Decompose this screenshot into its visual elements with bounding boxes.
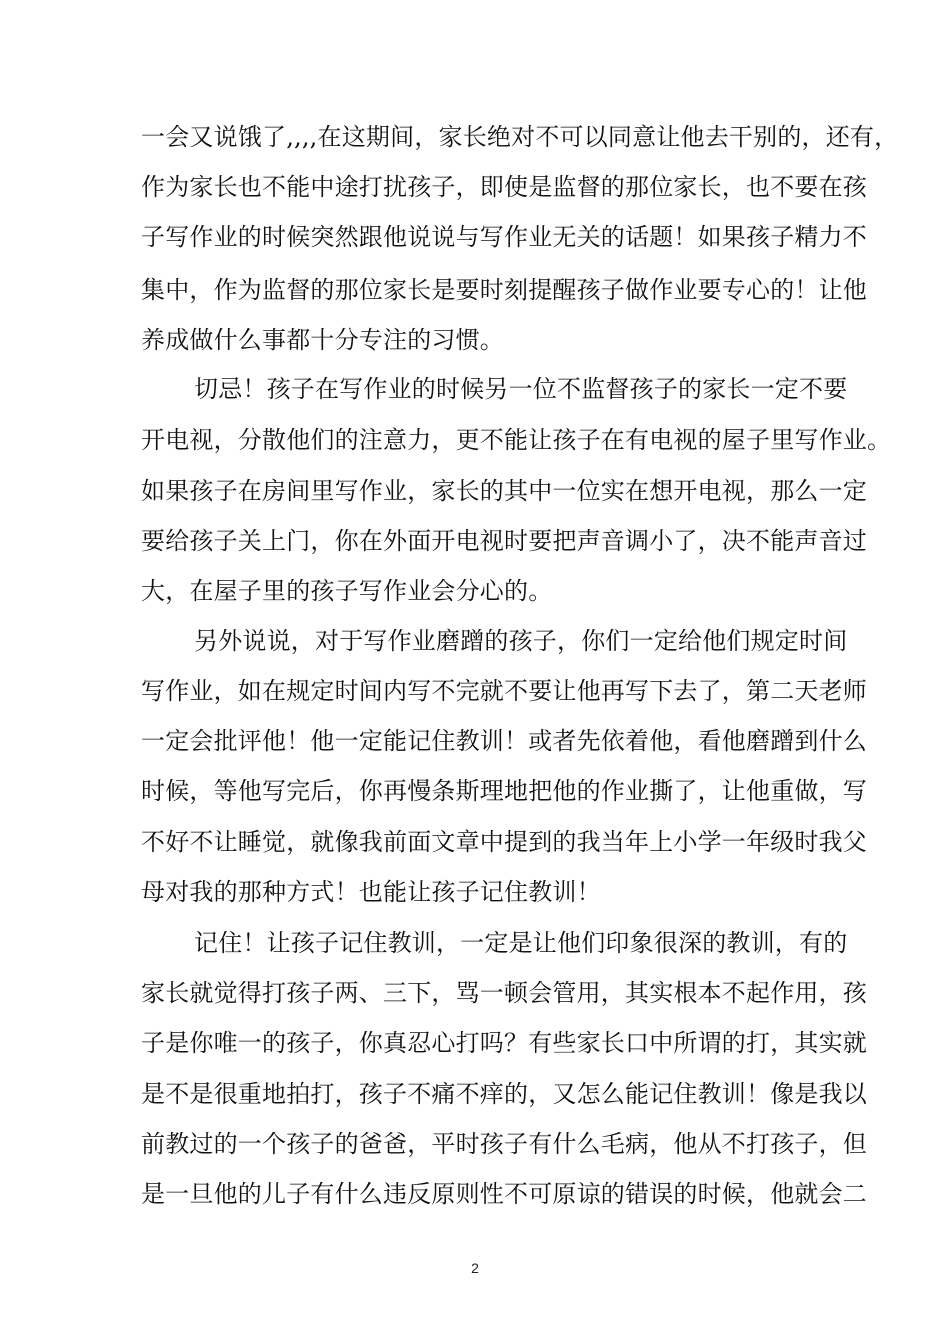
text-line: 另外说说，对于写作业磨蹭的孩子，你们一定给他们规定时间 [194,627,848,655]
text-line: 切忌！孩子在写作业的时候另一位不监督孩子的家长一定不要 [194,375,848,403]
text-line: 家长就觉得打孩子两、三下，骂一顿会管用，其实根本不起作用，孩 [141,979,867,1007]
text-line: 要给孩子关上门，你在外面开电视时要把声音调小了，决不能声音过 [141,527,867,555]
text-line: 作为家长也不能中途打扰孩子，即使是监督的那位家长，也不要在孩 [141,173,867,201]
text-line: 是一旦他的儿子有什么违反原则性不可原谅的错误的时候，他就会二 [141,1180,867,1208]
text-line: 时候，等他写完后，你再慢条斯理地把他的作业撕了，让他重做，写 [141,777,867,805]
text-line: 写作业，如在规定时间内写不完就不要让他再写下去了，第二天老师 [141,677,867,705]
page-number: 2 [471,1260,479,1276]
text-line: 集中，作为监督的那位家长是要时刻提醒孩子做作业要专心的！让他 [141,276,867,304]
text-line: 子是你唯一的孩子，你真忍心打吗？有些家长口中所谓的打，其实就 [141,1029,867,1057]
text-line: 开电视，分散他们的注意力，更不能让孩子在有电视的屋子里写作业。 [141,426,892,454]
text-line: 养成做什么事都十分专注的习惯。 [141,326,504,354]
text-line: 是不是很重地拍打，孩子不痛不痒的，又怎么能记住教训！像是我以 [141,1080,867,1108]
text-line: 一会又说饿了,,,,在这期间，家长绝对不可以同意让他去干别的，还有， [141,123,899,151]
text-line: 如果孩子在房间里写作业，家长的其中一位实在想开电视，那么一定 [141,477,867,505]
text-line: 母对我的那种方式！也能让孩子记住教训！ [141,878,601,906]
text-line: 子写作业的时候突然跟他说说与写作业无关的话题！如果孩子精力不 [141,223,867,251]
text-line: 前教过的一个孩子的爸爸，平时孩子有什么毛病，他从不打孩子，但 [141,1130,867,1158]
text-line: 大，在屋子里的孩子写作业会分心的。 [141,577,553,605]
text-line: 不好不让睡觉，就像我前面文章中提到的我当年上小学一年级时我父 [141,828,867,856]
text-line: 记住！让孩子记住教训，一定是让他们印象很深的教训，有的 [194,929,848,957]
text-line: 一定会批评他！他一定能记住教训！或者先依着他，看他磨蹭到什么 [141,727,867,755]
